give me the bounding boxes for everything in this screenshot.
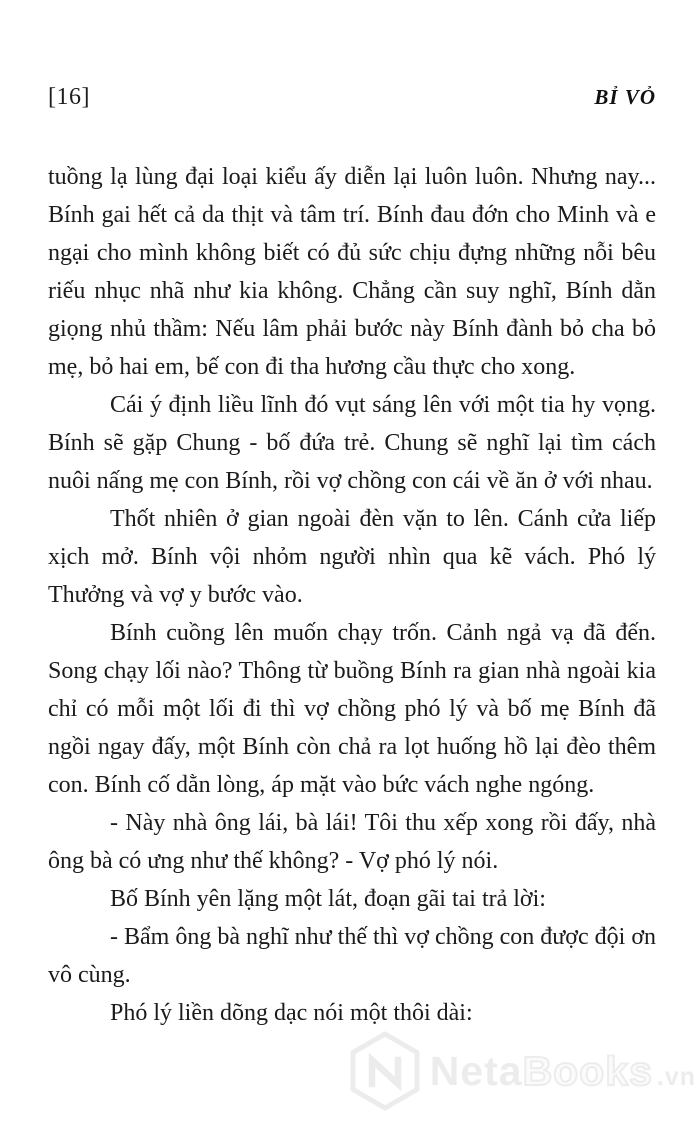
watermark-brand-primary: Neta	[429, 1047, 523, 1094]
paragraph: - Này nhà ông lái, bà lái! Tôi thu xếp xong rồi đấy, nhà ông bà có ưng như thế không? - Vợ phó lý nói.	[48, 810, 656, 874]
watermark-brand-secondary: Books	[522, 1047, 653, 1094]
page-body-text	[48, 158, 656, 1032]
watermark-brand-text	[430, 1048, 696, 1095]
watermark-tld: .vn	[656, 1062, 696, 1091]
paragraph: Bính cuồng lên muốn chạy trốn. Cảnh ngả vạ đã đến. Song chạy lối nào? Thông từ buồng Bính ra gian nhà ngoài kia chỉ có mỗi một lối đi thì vợ chồng phó lý và bố mẹ Bính đã ngồi ngay đấy, một Bính còn chả ra lọt huống hồ lại đèo thêm con. Bính cố dằn lòng, áp mặt vào bức vách nghe ngóng.	[48, 620, 656, 798]
page-number: [16]	[48, 84, 90, 110]
paragraph: - Bẩm ông bà nghĩ như thế thì vợ chồng con được đội ơn vô cùng.	[48, 924, 657, 988]
netabooks-watermark	[348, 1031, 696, 1111]
paragraph: Bố Bính yên lặng một lát, đoạn gãi tai trả lời:	[110, 886, 546, 912]
paragraph: tuồng lạ lùng đại loại kiểu ấy diễn lại luôn luôn. Nhưng nay... Bính gai hết cả da thịt và tâm trí. Bính đau đớn cho Minh và e ngại cho mình không biết có đủ sức chịu đựng những nỗi bêu riếu nhục nhã như kia không. Chẳng cần suy nghĩ, Bính dằn giọng nhủ thầm: Nếu lâm phải bước này Bính đành bỏ cha bỏ mẹ, bỏ hai em, bế con đi tha hương cầu thực cho xong.	[48, 164, 656, 380]
paragraph: Phó lý liền dõng dạc nói một thôi dài:	[110, 1000, 473, 1026]
paragraph: Cái ý định liều lĩnh đó vụt sáng lên với một tia hy vọng. Bính sẽ gặp Chung - bố đứa trẻ. Chung sẽ nghĩ lại tìm cách nuôi nấng mẹ con Bính, rồi vợ chồng con cái về ăn ở với nhau.	[48, 392, 656, 494]
paragraph: Thốt nhiên ở gian ngoài đèn vặn to lên. Cánh cửa liếp xịch mở. Bính vội nhỏm người nhìn qua kẽ vách. Phó lý Thưởng và vợ y bước vào.	[48, 506, 656, 608]
running-title: BỈ VỎ	[594, 85, 656, 109]
hexagon-n-icon	[348, 1031, 422, 1111]
page-header	[48, 84, 656, 111]
